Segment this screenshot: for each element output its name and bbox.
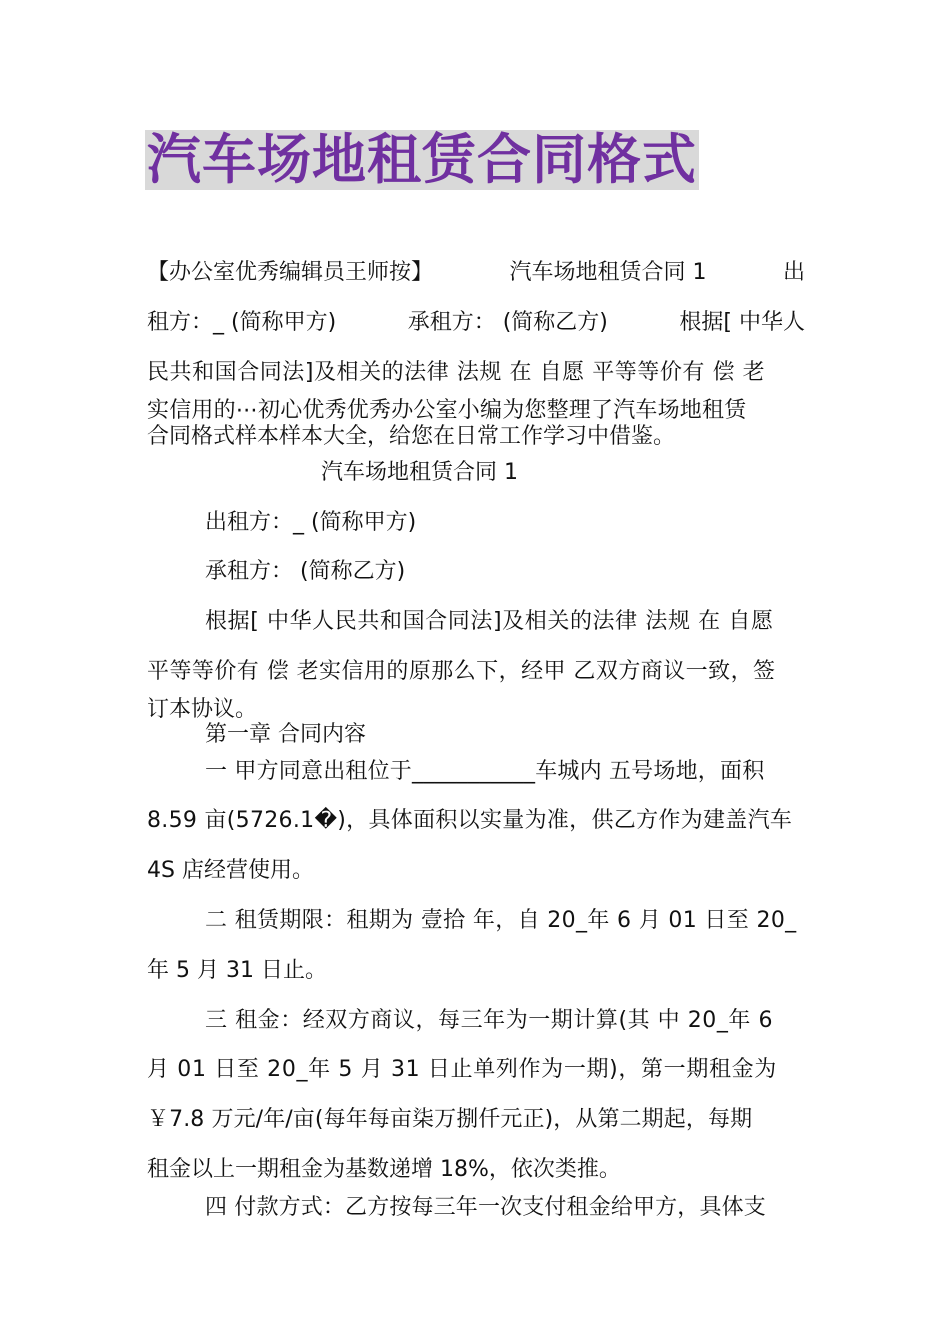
- clause-2-line-2: 年 5 月 31 日止。: [147, 958, 327, 983]
- basis-line-3: 订本协议。: [147, 697, 258, 722]
- clause-3-line-4: 租金以上一期租金为基数递增 18%，依次类推。: [147, 1157, 621, 1182]
- document-title: 汽车场地租赁合同格式: [147, 128, 697, 191]
- contract-heading: 汽车场地租赁合同 1: [321, 460, 518, 485]
- chapter-heading: 第一章 合同内容: [205, 722, 366, 747]
- clause-1-line-1: 一 甲方同意出租位于___________车城内 五号场地，面积: [205, 759, 765, 784]
- summary-source: 【办公室优秀编辑员王师按】: [147, 260, 434, 285]
- summary-fragment: 出: [782, 260, 805, 285]
- clause-1-line-3: 4S 店经营使用。: [147, 858, 314, 883]
- summary-line-2: [147, 309, 805, 337]
- lessor-line: 出租方：_ (简称甲方): [205, 510, 417, 535]
- lessee-line: 承租方： (简称乙方): [205, 559, 406, 584]
- summary-contract-name: 汽车场地租赁合同 1: [509, 260, 707, 285]
- summary-line-3: 民共和国合同法]及相关的法律 法规 在 自愿 平等等价有 偿 老: [147, 360, 766, 385]
- summary-basis: 根据[ 中华人: [679, 310, 805, 335]
- clause-4-line-1: 四 付款方式：乙方按每三年一次支付租金给甲方，具体支: [205, 1195, 766, 1220]
- summary-line-5: 合同格式样本样本大全，给您在日常工作学习中借鉴。: [147, 424, 676, 449]
- summary-line-4: 实信用的⋯初心优秀优秀办公室小编为您整理了汽车场地租赁: [147, 398, 747, 423]
- clause-3-line-3: ￥7.8 万元/年/亩(每年每亩柒万捌仟元正)，从第二期起，每期: [147, 1107, 753, 1132]
- summary-lessor: 租方：_ (简称甲方): [147, 310, 337, 335]
- clause-2-line-1: 二 租赁期限：租期为 壹拾 年，自 20_年 6 月 01 日至 20_: [205, 908, 797, 933]
- basis-line-2: 平等等价有 偿 老实信用的原那么下，经甲 乙双方商议一致，签: [147, 659, 776, 684]
- clause-1-line-2: 8.59 亩(5726.1�)，具体面积以实量为准，供乙方作为建盖汽车: [147, 808, 793, 833]
- summary-line-1: [147, 259, 805, 287]
- summary-lessee: 承租方： (简称乙方): [407, 310, 608, 335]
- basis-line-1: 根据[ 中华人民共和国合同法]及相关的法律 法规 在 自愿: [205, 609, 774, 634]
- clause-3-line-2: 月 01 日至 20_年 5 月 31 日止单列作为一期)，第一期租金为: [147, 1057, 777, 1082]
- clause-3-line-1: 三 租金：经双方商议，每三年为一期计算(其 中 20_年 6: [205, 1008, 774, 1033]
